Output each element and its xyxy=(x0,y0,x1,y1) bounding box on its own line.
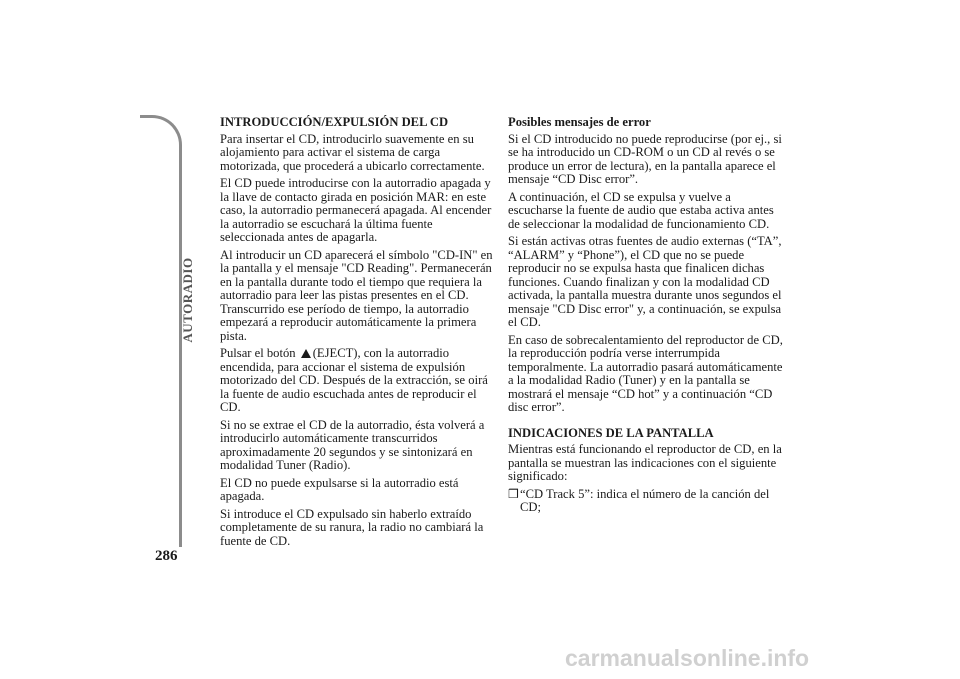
paragraph: Para insertar el CD, introducirlo suavemente en su alojamiento para activar el sistema de carga motorizada, que procederá a ubicarlo correctamente. xyxy=(220,131,485,173)
paragraph: En caso de sobrecalentamiento del reproductor de CD, la reproducción podría verse interrumpida temporalmente. La autorradio pasará automáticamente a la modalidad Radio (Tuner) y en la pantalla se mostrará el mensaje “CD hot” y a continuación “CD disc error”. xyxy=(508,332,783,414)
paragraph xyxy=(220,347,495,415)
paragraph: El CD no puede expulsarse si la autorradio está apagada. xyxy=(220,475,459,503)
list-item xyxy=(508,488,783,515)
paragraph: Mientras está funcionando el reproductor de CD, en la pantalla se muestran las indicaciones con el siguiente significado: xyxy=(508,442,782,483)
paragraph: A continuación, el CD se expulsa y vuelve a escucharse la fuente de audio que estaba activa antes de seleccionar la modalidad de funcionamiento CD. xyxy=(508,189,774,231)
text: (EJECT), con la autorradio encendida, para accionar el sistema de expulsión motorizado del CD. Después de la extracción, se oirá la fuente de audio escuchada antes de reproducir el CD. xyxy=(220,346,488,414)
section-title: AUTORADIO xyxy=(180,257,195,343)
text: Pulsar el botón xyxy=(220,346,296,360)
eject-icon xyxy=(301,349,311,358)
paragraph: Si están activas otras fuentes de audio externas (“TA”, “ALARM” y “Phone”), el CD que no se puede reproducir no se expulsa hasta que finalicen dichas funciones. Cuando finalizan y con la modalidad CD activada, la pantalla muestra durante unos segundos el mensaje "CD Disc error" y, a continuación, se expulsa el CD. xyxy=(508,234,782,329)
list-item-text: “CD Track 5”: indica el número de la canción del CD; xyxy=(520,486,770,514)
paragraph: Si el CD introducido no puede reproducirse (por ej., si se ha introducido un CD-ROM o un CD al revés o se produce un error de lectura), en la pantalla aparece el mensaje “CD Disc error”. xyxy=(508,131,782,186)
heading-insert-eject: INTRODUCCIÓN/EXPULSIÓN DEL CD xyxy=(220,115,449,129)
page-number: 286 xyxy=(155,548,178,564)
right-column xyxy=(508,116,783,515)
heading-display-indications: INDICACIONES DE LA PANTALLA xyxy=(508,425,714,440)
checkbox-bullet-icon: ❒ xyxy=(508,486,519,501)
paragraph: El CD puede introducirse con la autorradio apagada y la llave de contacto girada en posición MAR: en este caso, la autorradio permanecerá apagada. Al encender la autorradio se escuchará la última fuente seleccionada antes de apagarla. xyxy=(220,176,492,244)
paragraph: Si no se extrae el CD de la autorradio, ésta volverá a introducirlo automáticamente transcurridos aproximadamente 20 segundos y se sintonizará en modalidad Tuner (Radio). xyxy=(220,417,485,472)
left-column xyxy=(220,116,495,552)
paragraph: Al introducir un CD aparecerá el símbolo "CD-IN" en la pantalla y el mensaje "CD Reading". Permanecerán en la pantalla durante todo el tiempo que requiera la autorradio para leer las pistas presentes en el CD. Transcurrido ese período de tiempo, la autorradio empezará a reproducir automáticamente la primera pista. xyxy=(220,247,493,343)
heading-error-messages: Posibles mensajes de error xyxy=(508,115,651,129)
watermark-text: carmanualsonline.info xyxy=(565,645,810,671)
paragraph: Si introduce el CD expulsado sin haberlo extraído completamente de su ranura, la radio no cambiará la fuente de CD. xyxy=(220,506,484,548)
